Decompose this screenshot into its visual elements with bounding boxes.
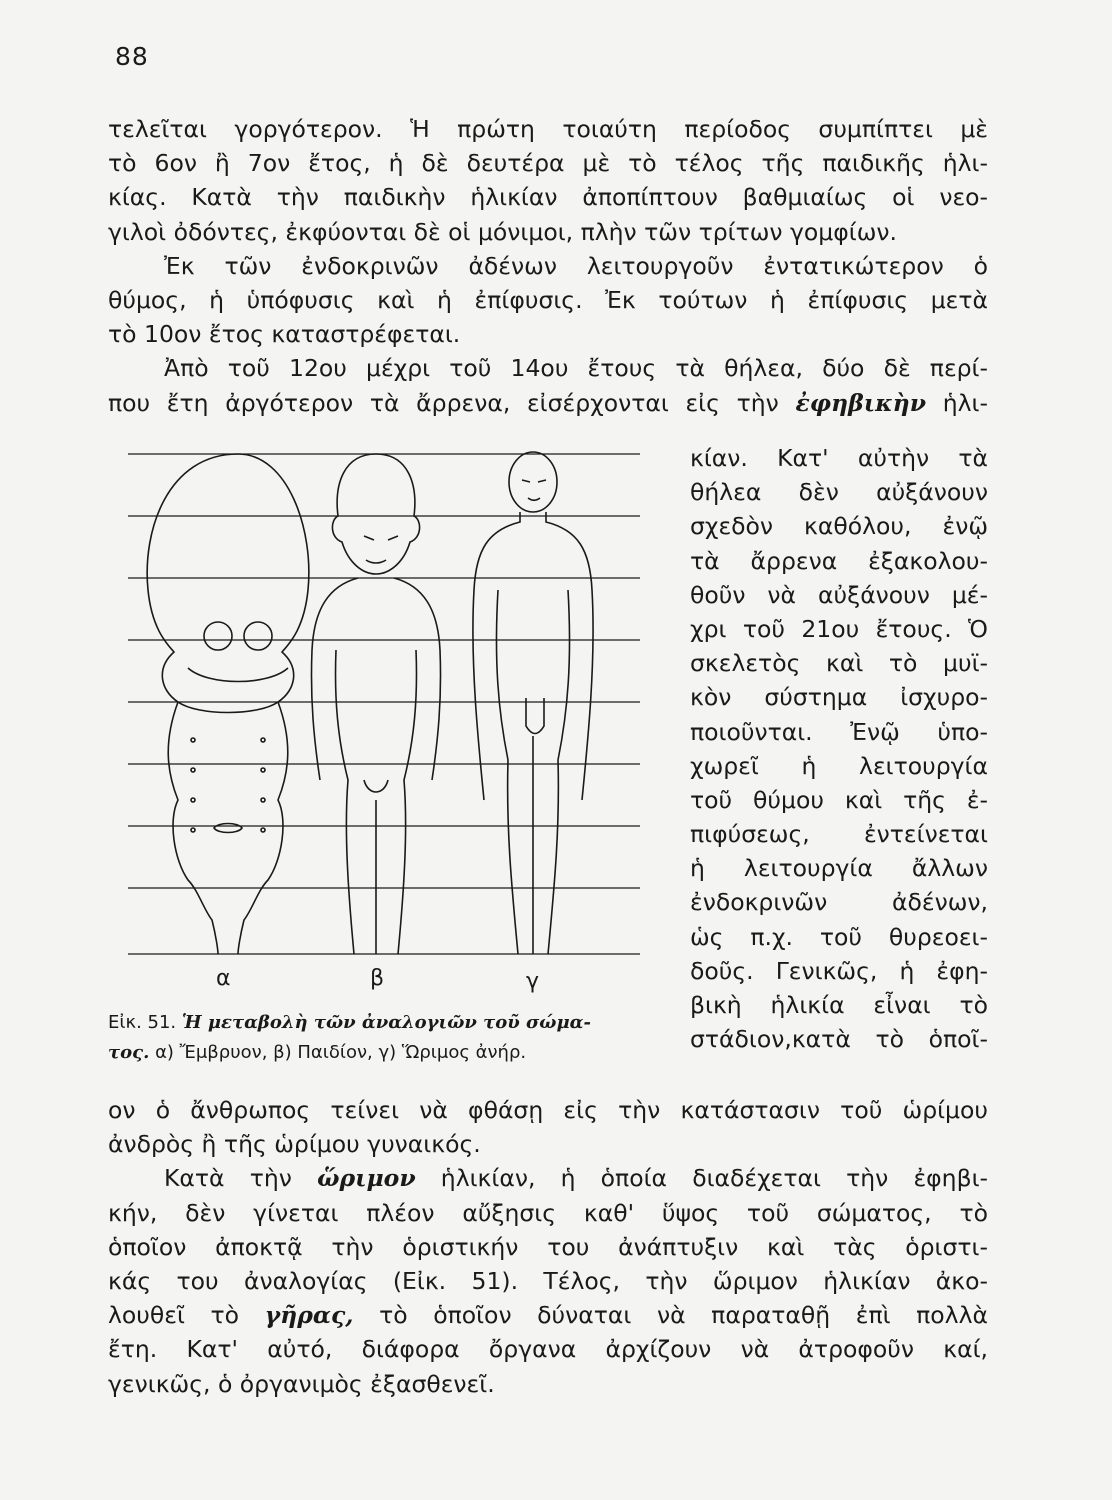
text-line: ἀνδρὸς ἢ τῆς ὡρίμου γυναικός.: [108, 1130, 481, 1159]
text-line: [108, 386, 988, 420]
text-run: ἡλικίαν, ἡ ὁποία διαδέχεται τὴν ἐφηβι-: [415, 1164, 988, 1193]
text-line: τὸ 10ον ἔτος καταστρέφεται.: [108, 320, 461, 349]
emphasis-term: γῆρας,: [264, 1301, 354, 1330]
body-proportions-figure: [108, 440, 668, 1000]
text-line: ἐνδοκρινῶν ἀδένων,: [690, 888, 988, 917]
text-line: θοῦν νὰ αὐξάνουν μέ-: [690, 580, 988, 609]
caption-items: α) Ἔμβρυον, β) Παιδίον, γ) Ὥριμος ἀνήρ.: [149, 1042, 527, 1063]
caption-line: [108, 1038, 678, 1068]
figure-caption: [108, 1008, 678, 1068]
text-line: τοῦ θύμου καὶ τῆς ἐ-: [690, 785, 988, 814]
embryo-figure: [147, 454, 309, 954]
text-line: στάδιον,κατὰ τὸ ὁποῖ-: [690, 1025, 988, 1054]
text-line: Ἀπὸ τοῦ 12ου μέχρι τοῦ 14ου ἔτους τὰ θήλεα, δύο δὲ περί-: [164, 354, 988, 383]
text-line: δοῦς. Γενικῶς, ἡ ἐφη-: [690, 956, 988, 985]
emphasis-term: ἐφηβικὴν: [795, 388, 927, 417]
text-line: ὁποῖον ἀποκτᾷ τὴν ὁριστικήν του ἀνάπτυξιν καὶ τὰς ὁριστι-: [108, 1232, 988, 1261]
adult-figure: [473, 452, 593, 954]
caption-title: Ἡ μεταβολὴ τῶν ἀναλογιῶν τοῦ σώμα-: [181, 1012, 591, 1033]
text-line: κίαν. Κατ' αὐτὴν τὰ: [690, 444, 988, 472]
text-line: γενικῶς, ὁ ὀργανιμὸς ἐξασθενεῖ.: [108, 1369, 495, 1398]
text-line: σχεδὸν καθόλου, ἐνῷ: [690, 512, 988, 541]
text-line: ποιοῦνται. Ἐνῷ ὑπο-: [690, 717, 988, 746]
label-gamma: γ: [526, 969, 540, 994]
text-run: που ἔτη ἀργότερον τὰ ἄρρενα, εἰσέρχονται εἰς τὴν: [108, 388, 796, 417]
emphasis-term: ὥριμον: [317, 1164, 416, 1193]
body-text-bottom: [108, 1093, 988, 1401]
page-number: 88: [115, 42, 149, 71]
text-run: ἡλι-: [926, 388, 988, 417]
text-line: θήλεα δὲν αὐξάνουν: [690, 478, 988, 507]
text-line: ἔτη. Κατ' αὐτό, διάφορα ὄργανα ἀρχίζουν νὰ ἀτροφοῦν καί,: [108, 1335, 988, 1364]
text-line: τελεῖται γοργότερον. Ἡ πρώτη τοιαύτη περίοδος συμπίπτει μὲ: [108, 115, 988, 143]
text-line: βικὴ ἡλικία εἶναι τὸ: [690, 991, 988, 1019]
body-text-side-column: [690, 441, 988, 1056]
text-line: κήν, δὲν γίνεται πλέον αὔξησις καθ' ὕψος τοῦ σώματος, τὸ: [108, 1198, 988, 1227]
text-line: ἡ λειτουργία ἄλλων: [690, 854, 988, 883]
text-line: [108, 1161, 988, 1195]
text-line: χωρεῖ ἡ λειτουργία: [690, 751, 988, 780]
text-line: χρι τοῦ 21ου ἔτους. Ὁ: [690, 614, 988, 643]
caption-title-end: τος.: [108, 1042, 150, 1063]
text-line: κίας. Κατὰ τὴν παιδικὴν ἡλικίαν ἀποπίπτουν βαθμιαίως οἱ νεο-: [108, 183, 988, 212]
text-line: κάς του ἀναλογίας (Εἰκ. 51). Τέλος, τὴν ὥριμον ἡλικίαν ἀκο-: [108, 1266, 988, 1295]
child-figure: [311, 454, 440, 954]
label-alpha: α: [216, 966, 231, 991]
body-text-top: [108, 112, 988, 420]
label-beta: β: [370, 966, 385, 991]
text-run: τὸ ὁποῖον δύναται νὰ παραταθῇ ἐπὶ πολλὰ: [353, 1301, 988, 1330]
text-line: ὡς π.χ. τοῦ θυρεοει-: [690, 922, 988, 951]
text-line: πιφύσεως, ἐντείνεται: [690, 820, 988, 849]
text-line: τὰ ἄρρενα ἐξακολου-: [690, 546, 988, 575]
proportions-drawing: [108, 440, 668, 1000]
text-line: [108, 1298, 988, 1332]
text-line: κὸν σύστημα ἰσχυρο-: [690, 683, 988, 712]
caption-line: [108, 1008, 678, 1038]
text-line: τὸ 6ον ἢ 7ον ἔτος, ἡ δὲ δευτέρα μὲ τὸ τέλος τῆς παιδικῆς ἡλι-: [108, 149, 988, 178]
caption-prefix: Εἰκ. 51.: [108, 1012, 182, 1033]
text-run: λουθεῖ τὸ: [108, 1301, 265, 1330]
text-line: ον ὁ ἄνθρωπος τείνει νὰ φθάσῃ εἰς τὴν κατάστασιν τοῦ ὡρίμου: [108, 1096, 988, 1124]
text-line: γιλοὶ ὀδόντες, ἐκφύονται δὲ οἱ μόνιμοι, πλὴν τῶν τρίτων γομφίων.: [108, 217, 897, 246]
text-line: Ἐκ τῶν ἐνδοκρινῶν ἀδένων λειτουργοῦν ἐντατικώτερον ὁ: [164, 251, 988, 280]
text-run: Κατὰ τὴν: [164, 1164, 318, 1193]
text-line: θύμος, ἡ ὑπόφυσις καὶ ἡ ἐπίφυσις. Ἐκ τούτων ἡ ἐπίφυσις μετὰ: [108, 285, 988, 314]
text-line: σκελετὸς καὶ τὸ μυϊ-: [690, 649, 988, 678]
